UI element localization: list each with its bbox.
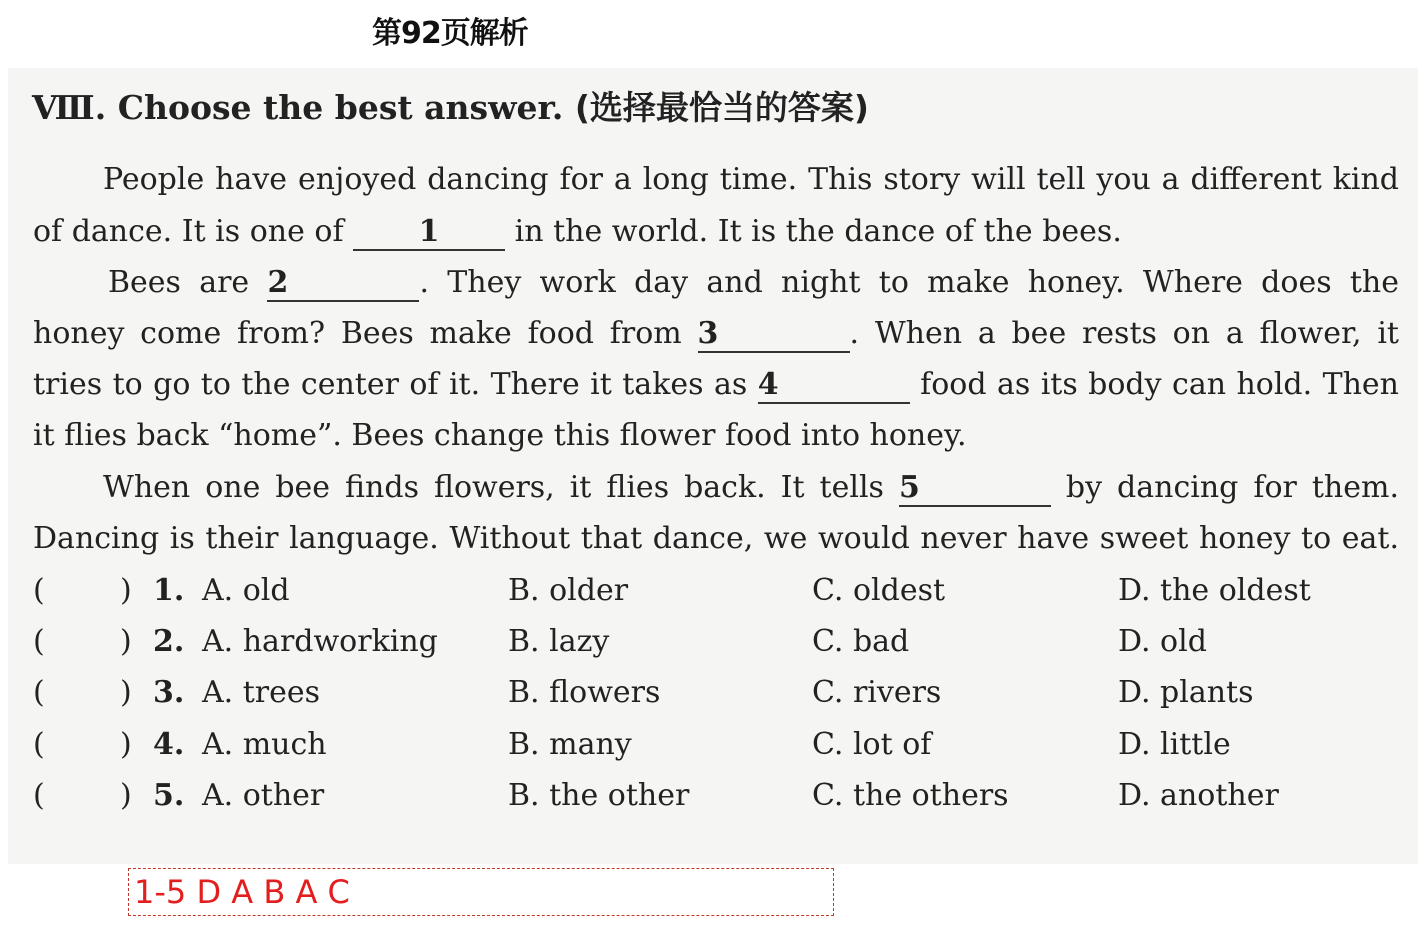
option-b: B. many: [508, 727, 632, 762]
passage-line: Bees are 2 . They work day and night to make honey. Where does the: [108, 265, 1399, 300]
question-number: 5.: [153, 778, 185, 813]
page-heading: 第92页解析: [372, 16, 528, 51]
question-number: 3.: [153, 675, 185, 710]
blank-4: 4: [758, 368, 910, 404]
section-title-cn: (选择最恰当的答案): [574, 88, 870, 127]
answer-paren-close: ): [120, 624, 132, 659]
answer-paren-open: (: [33, 675, 45, 710]
section-title-en: Choose the best answer.: [117, 88, 564, 127]
answer-paren-close: ): [120, 573, 132, 608]
answer-paren-open: (: [33, 727, 45, 762]
answer-paren-close: ): [120, 675, 132, 710]
option-a: A. trees: [202, 675, 321, 710]
option-d: D. the oldest: [1118, 573, 1311, 608]
option-d: D. plants: [1118, 675, 1254, 710]
question-number: 2.: [153, 624, 185, 659]
option-c: C. rivers: [812, 675, 942, 710]
option-b: B. flowers: [508, 675, 661, 710]
answer-key: 1-5 D A B A C: [134, 873, 350, 911]
answer-paren-open: (: [33, 573, 45, 608]
blank-2: 2: [267, 266, 419, 302]
passage-line: of dance. It is one of 1 in the world. It is the dance of the bees.: [33, 214, 1122, 249]
option-c: C. the others: [812, 778, 1009, 813]
passage-line: When one bee finds flowers, it flies back. It tells 5 by dancing for them.: [103, 470, 1399, 505]
blank-1: 1: [353, 215, 505, 251]
blank-3: 3: [698, 317, 850, 353]
blank-5: 5: [899, 471, 1051, 507]
passage-line: tries to go to the center of it. There it takes as 4 food as its body can hold. Then: [33, 367, 1399, 402]
passage-line: People have enjoyed dancing for a long time. This story will tell you a different kind: [103, 162, 1399, 197]
question-number: 4.: [153, 727, 185, 762]
option-d: D. old: [1118, 624, 1207, 659]
option-c: C. bad: [812, 624, 910, 659]
option-b: B. older: [508, 573, 629, 608]
passage-line: honey come from? Bees make food from 3 . When a bee rests on a flower, it: [33, 316, 1399, 351]
answer-paren-close: ): [120, 778, 132, 813]
option-c: C. oldest: [812, 573, 946, 608]
option-a: A. much: [202, 727, 327, 762]
option-d: D. another: [1118, 778, 1279, 813]
option-b: B. lazy: [508, 624, 610, 659]
answer-paren-open: (: [33, 624, 45, 659]
option-b: B. the other: [508, 778, 690, 813]
option-a: A. hardworking: [202, 624, 438, 659]
answer-paren-close: ): [120, 727, 132, 762]
section-numeral: Ⅷ.: [32, 88, 107, 127]
answer-paren-open: (: [33, 778, 45, 813]
question-number: 1.: [153, 573, 185, 608]
passage-line: Dancing is their language. Without that dance, we would never have sweet honey to eat.: [33, 521, 1399, 556]
option-c: C. lot of: [812, 727, 932, 762]
option-a: A. old: [202, 573, 290, 608]
section-title: [32, 82, 869, 129]
option-d: D. little: [1118, 727, 1231, 762]
passage-line: it flies back “home”. Bees change this flower food into honey.: [33, 418, 967, 453]
option-a: A. other: [202, 778, 325, 813]
answer-box: [128, 868, 834, 916]
